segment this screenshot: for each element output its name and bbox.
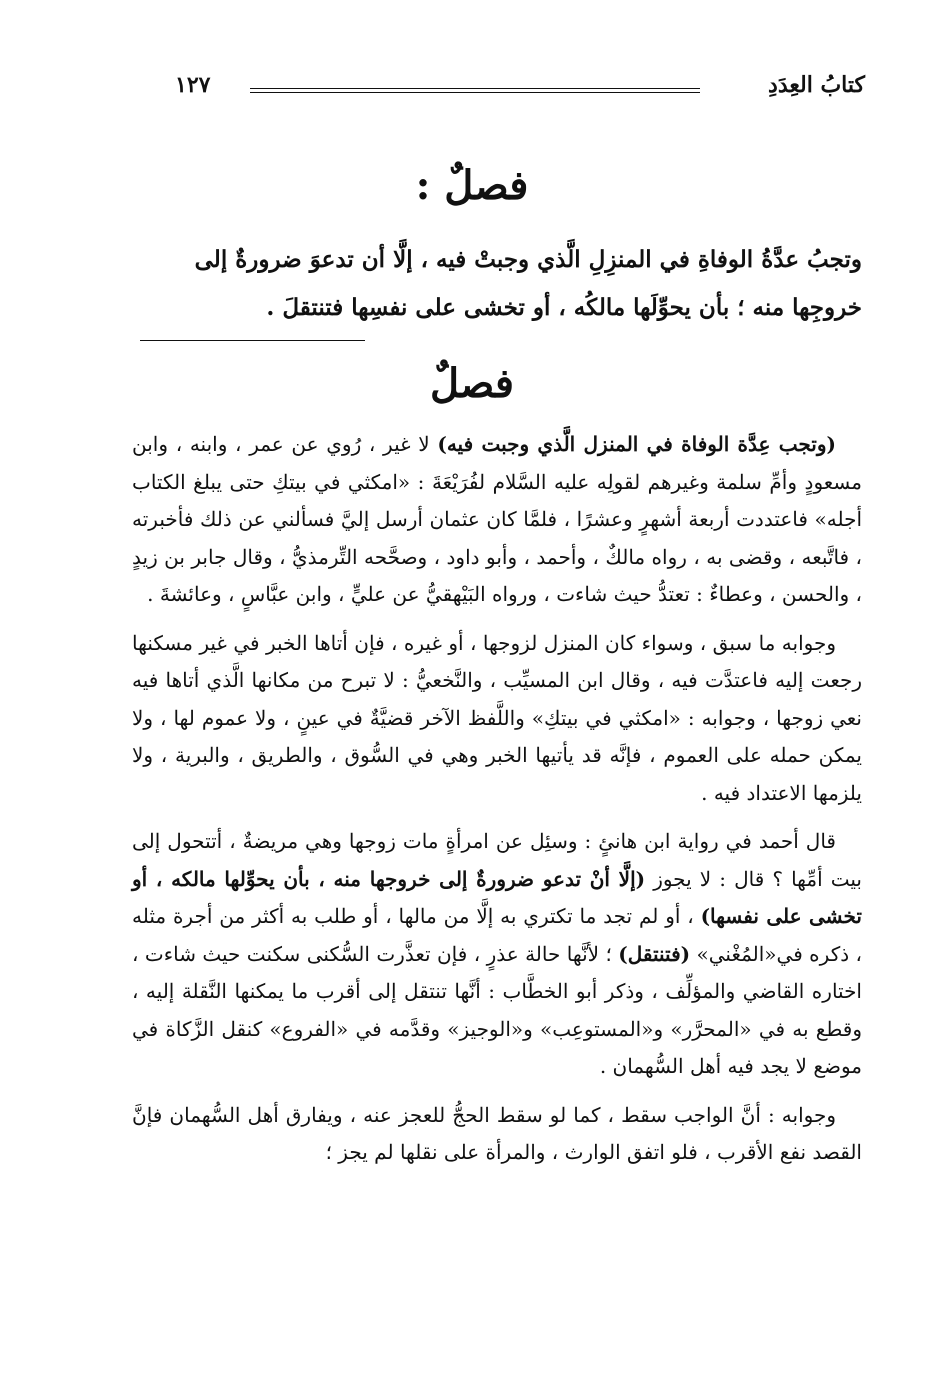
commentary-body [132,426,862,1183]
paragraph-text: ، أو لم تجد ما تكتري به إلَّا من مالها ، أو طلب به أكثر من أجرة مثله ، ذكره في«المُغْني» [132,904,862,966]
page-number: ١٢٧ [175,72,211,98]
paragraph-text: ؛ لأنَّها حالة عذرٍ ، فإن تعذَّرت السُّكنى سكنت حيث شاءت ، اختاره القاضي والمؤلِّف ، وذكر أبو الخطَّاب : أنَّها تنتقل إلى أقرب ما يمكنها النَّقلة إليه ، وقطع به في «المحرَّر» و«المستوعِب» و«الوجيز» وقدَّمه في «الفروع» كنقل الزَّكاة في موضع لا يجد فيه أهل السُّهمان . [132,941,862,1078]
page-header [175,72,865,108]
separator-rule [140,340,365,341]
paragraph: وجوابه : أنَّ الواجب سقط ، كما لو سقط الحجُّ للعجز عنه ، ويفارق أهل السُّهمان فإنَّ القصد نفع الأقرب ، فلو اتفق الوارث ، والمرأة على نقلها لم يجز ؛ [132,1102,862,1164]
matn-line: وتجبُ عدَّةُ الوفاةِ في المنزِلِ الَّذي وجبتْ فيه ، إلَّا أن تدعوَ ضرورةٌ إلى [194,246,862,273]
commentary-heading: فصلٌ [429,360,515,407]
section-heading: فصلٌ : [415,162,529,209]
paragraph [132,823,862,1086]
quoted-matn: (إلَّا أنْ تدعو ضرورةٌ إلى خروجها منه ، بأن يحوِّلها مالكه ، أو تخشى على نفسها) [132,866,862,928]
matn-line: خروجِها منه ؛ بأن يحوِّلَها مالكُه ، أو تخشى على نفسِها فتنتقلَ . [266,294,862,321]
header-rule [250,88,700,93]
paragraph [132,426,862,614]
paragraph: وجوابه ما سبق ، وسواء كان المنزل لزوجها ، أو غيره ، فإن أتاها الخبر في غير مسكنها رجعت إليه فاعتدَّت فيه ، وقال ابن المسيِّب ، والنَّخعيُّ : لا تبرح من مكانها الَّذي أتاها فيه نعي زوجها ، وجوابه : «امكثي في بيتكِ» واللَّفظ الآخر قضيَّةٌ في عينٍ ، ولا عموم لها ، ولا يمكن حمله على العموم ، فإنَّه قد يأتيها الخبر وهي في السُّوق ، والطريق ، والبرية ، ولا يلزمها الاعتداد فيه . [132,630,862,805]
quoted-matn: (وتجب عِدَّة الوفاة في المنزل الَّذي وجبت فيه) [437,432,836,456]
quoted-matn: (فتنتقل) [618,941,691,966]
paragraph-text: لا غير ، رُوي عن عمر ، وابنه ، وابن مسعودٍ وأمِّ سلمة وغيرهم لقولِه عليه السَّلام لفُرَيْعَةَ : «امكثي في بيتكِ حتى يبلغ الكتاب أجله» فاعتددت أربعة أشهرٍ وعشرًا ، فلمَّا كان عثمان أرسل إليَّ فسألني عن ذلك فأخبرته ، فاتَّبعه ، وقضى به ، رواه مالكٌ ، وأحمد ، وأبو داود ، وصحَّحه التِّرمذيُّ ، وقال جابر بن زيدٍ ، والحسن ، وعطاءٌ : تعتدُّ حيث شاءت ، ورواه البَيْهقيُّ عن عليٍّ ، وابن عبَّاسٍ ، وعائشةَ . [132,432,862,606]
running-title: كتابُ العِدَدِ [768,72,865,98]
paragraph-text: قال أحمد في رواية ابن هانئٍ : وسئِل عن امرأةٍ مات زوجها وهي مريضةٌ ، أتتحول إلى بيت أمِّها ؟ قال : لا يجوز [132,829,862,891]
matn-text [132,236,862,332]
